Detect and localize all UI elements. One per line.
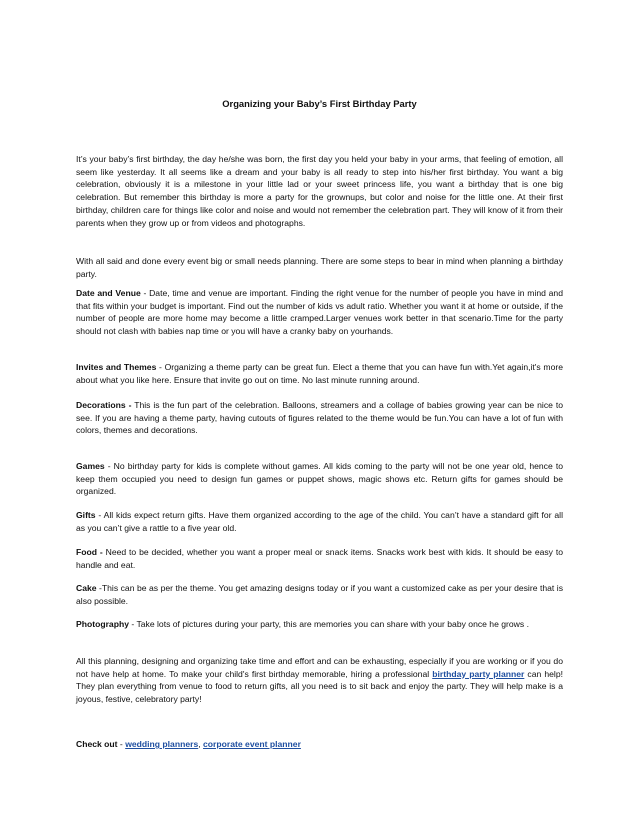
closing-text-before: All this planning, designing and organizing take time and effort and can be exhausting, especially if you are working or if you do not have help at home. To make your child's first birthday memorable, hiring a professional: [76, 656, 563, 679]
gifts-paragraph: [76, 509, 563, 534]
food-paragraph: [76, 546, 563, 571]
wedding-planners-link[interactable]: wedding planners: [125, 739, 199, 749]
intro-paragraph: It’s your baby’s first birthday, the day he/she was born, the first day you held your baby in your arms, that feeling of emotion, all seem like yesterday. It all seems like a dream and your baby is all ready to step into his/her first birthday. You want a big celebration, obviously it is a milestone in your little lad or your sweet princess life, you want a birthday that is one big celebration. But remember this birthday is more a party for the grownups, but color and noise for the little one. At their first birthday, children care for things like color and noise and would not remember the celebration part. They will know of it from their parents when they grow up or from videos and photographs.: [76, 154, 563, 228]
invites-themes-text: - Organizing a theme party can be great fun. Elect a theme that you can have fun with.Yet again,it's more about what you like here. Ensure that invite go out on time. No last minute running around.: [76, 362, 563, 385]
games-heading: Games: [76, 461, 105, 471]
cake-heading: Cake: [76, 583, 97, 593]
planning-paragraph: With all said and done every event big or small needs planning. There are some steps to bear in mind when planning a birthday party.: [76, 256, 563, 279]
games-paragraph: [76, 460, 563, 498]
food-heading: Food -: [76, 547, 103, 557]
date-venue-paragraph: [76, 287, 563, 338]
food-text: Need to be decided, whether you want a proper meal or snack items. Snacks work best with kids. It should be easy to handle and eat.: [76, 547, 564, 570]
document-title: Organizing your Baby’s First Birthday Party: [222, 98, 417, 109]
checkout-separator: ,: [198, 739, 204, 749]
gifts-heading: Gifts: [76, 510, 96, 520]
birthday-party-planner-link[interactable]: birthday party planner: [432, 668, 525, 679]
games-text: - No birthday party for kids is complete without games. All kids coming to the party will not be one year old, hence to keep them occupied you need to design fun games or puppet shows, magic shows etc. Return gifts for games should be organized.: [76, 461, 563, 497]
invites-themes-paragraph: [76, 361, 563, 386]
date-venue-text: - Date, time and venue are important. Finding the right venue for the number of people you have in mind and that fits within your budget is important. Find out the number of kids vs adult ratio. Whether you want it at home or outside, if the number of people are more home may become a little cramped.Larger venues work better in that scenario.Time for the party should not clash with babies nap time or you will have a cranky baby on yourhands.: [76, 288, 563, 337]
decorations-paragraph: [76, 399, 563, 437]
photography-text: - Take lots of pictures during your party, this are memories you can share with your baby once he grows .: [129, 619, 529, 629]
decorations-text: This is the fun part of the celebration. Balloons, streamers and a collage of babies growing year can be nice to see. If you are having a theme party, having cutouts of figures related to the theme would be fun.You can have a lot of fun with colors, themes and decorations.: [76, 400, 563, 436]
photography-paragraph: [76, 618, 563, 631]
decorations-heading: Decorations -: [76, 400, 132, 410]
photography-heading: Photography: [76, 619, 129, 629]
closing-paragraph: [76, 655, 563, 706]
checkout-line: [76, 738, 563, 751]
date-venue-heading: Date and Venue: [76, 288, 141, 298]
invites-themes-heading: Invites and Themes: [76, 362, 157, 372]
checkout-label: Check out: [76, 739, 118, 749]
checkout-dash: -: [117, 739, 126, 749]
cake-paragraph: [76, 582, 563, 607]
gifts-text: - All kids expect return gifts. Have them organized according to the age of the child. You can’t have a standard gift for all as you can’t give a rattle to a five year old.: [76, 510, 563, 533]
cake-text: -This can be as per the theme. You get amazing designs today or if you want a customized cake as per your desire that is also possible.: [76, 583, 563, 606]
corporate-event-planner-link[interactable]: corporate event planner: [203, 739, 301, 749]
closing-text-after: can help! They plan everything from venue to food to return gifts, all you need is to sit back and enjoy the party. They will help make is a joyous, festive, celebratory party!: [76, 668, 563, 705]
